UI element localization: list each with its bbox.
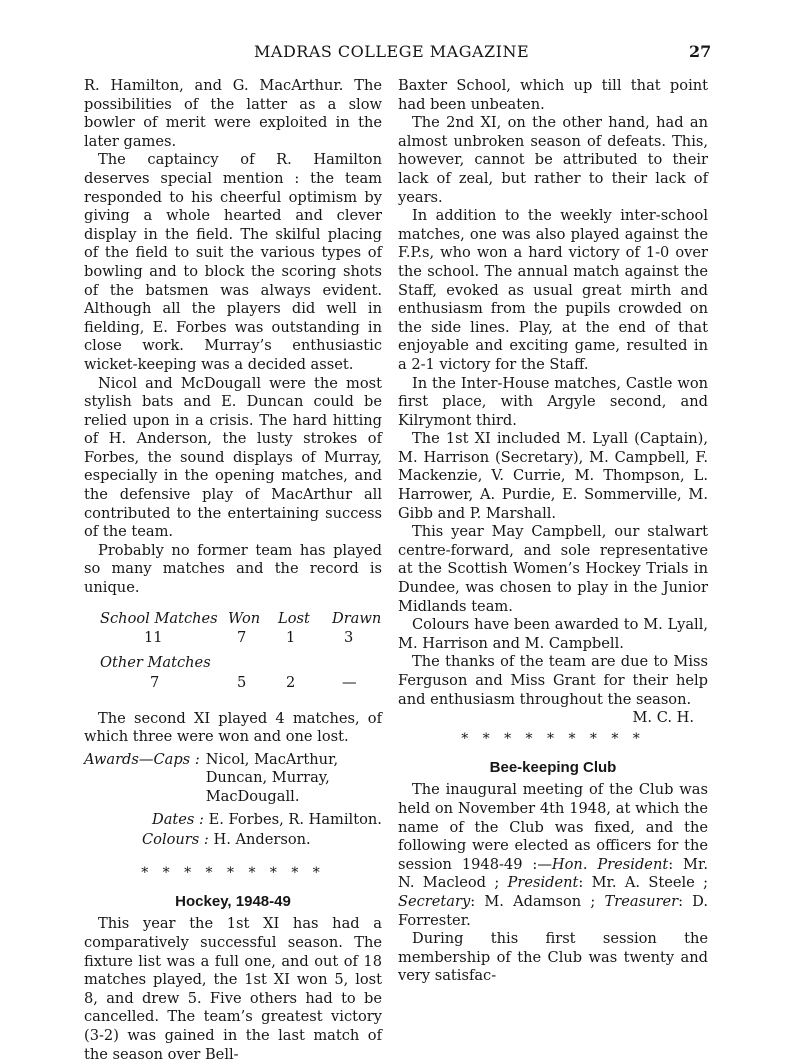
text-run: : M. Adamson ; <box>470 892 605 910</box>
awards-caps-label: Awards—Caps : <box>84 750 200 768</box>
match-stats-table <box>84 610 382 704</box>
paragraph: This year May Campbell, our stalwart centre-forward, and sole representative at the Scottish Women’s Hockey Trials in Dundee, was chosen to play in the Junior Midlands team. <box>398 523 708 615</box>
officer-title: Secretary <box>398 892 471 910</box>
paragraph: The 1st XI included M. Lyall (Captain), M. Harrison (Secretary), M. Campbell, F. Mackenzie, V. Currie, M. Thompson, L. Harrower, A. Purdie, E. Sommerville, M. Gibb and P. Marshall. <box>398 430 708 522</box>
paragraph: In the Inter-House matches, Castle won first place, with Argyle second, and Kilrymont third. <box>398 374 708 429</box>
officer-title: Hon. President <box>551 855 669 873</box>
awards-block <box>84 751 382 850</box>
stats-other-lost: 2 <box>286 673 296 691</box>
stats-other-won: 5 <box>237 673 247 691</box>
stats-school-won: 7 <box>237 628 247 646</box>
text-run: : D. Forrester. <box>398 892 708 929</box>
text-run: : Mr. N. Macleod ; <box>398 855 708 892</box>
paragraph: During this first session the membership of the Club was twenty and very satisfac- <box>398 930 708 985</box>
stats-school-total: 11 <box>144 628 163 646</box>
magazine-title: MADRAS COLLEGE MAGAZINE <box>254 42 530 61</box>
stats-other-drawn: — <box>342 673 357 691</box>
officer-title: President <box>507 874 579 892</box>
stats-school-lost: 1 <box>286 628 296 646</box>
paragraph: The second XI played 4 matches, of which three were won and one lost. <box>84 709 382 746</box>
awards-caps-value: Nicol, MacArthur, Duncan, Murray, MacDougall. <box>205 750 339 805</box>
stats-other-total: 7 <box>150 673 160 691</box>
section-heading-bee-keeping: Bee-keeping Club <box>489 759 617 777</box>
paragraph: The captaincy of R. Hamilton deserves special mention : the team responded to his cheerful optimism by giving a whole hearted and clever display in the field. The skilful placing of the field to suit the various types of bowling and to block the scoring shots of the batsmen was always evident. Although all the players did well in fielding, E. Forbes was outstanding in close work. Murray’s enthusiastic wicket-keeping was a decided asset. <box>84 151 382 373</box>
awards-dates-label: Dates : <box>152 810 204 828</box>
text-run: The inaugural meeting of the Club was held on November 4th 1948, at which the name of the Club was fixed, and the following were elected as officers for the session 1948-49 :— <box>398 781 708 873</box>
section-divider: * * * * * * * * * <box>141 864 325 881</box>
page-header <box>0 42 800 66</box>
section-divider: * * * * * * * * * <box>461 730 645 747</box>
paragraph: R. Hamilton, and G. MacArthur. The possibilities of the latter as a slow bowler of merit were exploited in the later games. <box>84 77 382 150</box>
stats-header-drawn: Drawn <box>332 609 382 627</box>
stats-header-won: Won <box>228 609 261 627</box>
paragraph: Nicol and McDougall were the most stylish bats and E. Duncan could be relied upon in a crisis. The hard hitting of H. Anderson, the lusty strokes of Forbes, the sound displays of Murray, especially in the opening matches, and the defensive play of MacArthur all contributed to the entertaining success of the team. <box>84 374 382 541</box>
paragraph: This year the 1st XI has had a comparatively successful season. The fixture list was a full one, and out of 18 matches played, the 1st XI won 5, lost 8, and drew 5. Five others had to be cancelled. The team’s greatest victory (3-2) was gained in the last match of the season over Bell- <box>84 915 382 1063</box>
stats-school-drawn: 3 <box>344 628 354 646</box>
page-number: 27 <box>689 42 712 61</box>
paragraph: Probably no former team has played so many matches and the record is unique. <box>84 541 382 597</box>
paragraph: Baxter School, which up till that point had been unbeaten. <box>398 77 708 113</box>
stats-other-label: Other Matches <box>100 653 211 671</box>
right-column <box>398 77 708 986</box>
awards-colours-value: H. Anderson. <box>213 831 311 849</box>
officer-title: Treasurer <box>604 892 679 910</box>
awards-colours-label: Colours : <box>142 831 209 849</box>
section-heading-hockey: Hockey, 1948-49 <box>175 893 291 911</box>
paragraph: In addition to the weekly inter-school matches, one was also played against the F.P.s, who won a hard victory of 1-0 over the school. The annual match against the Staff, evoked as usual great mirth and enthusiasm from the pupils crowded on the side lines. Play, at the end of that enjoyable and exciting game, resulted in a 2-1 victory for the Staff. <box>398 207 708 373</box>
awards-dates-value: E. Forbes, R. Hamilton. <box>208 810 382 828</box>
author-signature: M. C. H. <box>632 709 694 727</box>
paragraph <box>398 781 708 930</box>
stats-header-lost: Lost <box>278 609 310 627</box>
paragraph: The thanks of the team are due to Miss Ferguson and Miss Grant for their help and enthusiasm throughout the season. <box>398 653 708 708</box>
stats-header-school-matches: School Matches <box>100 609 218 627</box>
text-run: : Mr. A. Steele ; <box>578 874 708 892</box>
paragraph: The 2nd XI, on the other hand, had an almost unbroken season of defeats. This, however, cannot be attributed to their lack of zeal, but rather to their lack of years. <box>398 114 708 206</box>
left-column <box>84 77 382 1064</box>
paragraph: Colours have been awarded to M. Lyall, M. Harrison and M. Campbell. <box>398 616 708 652</box>
